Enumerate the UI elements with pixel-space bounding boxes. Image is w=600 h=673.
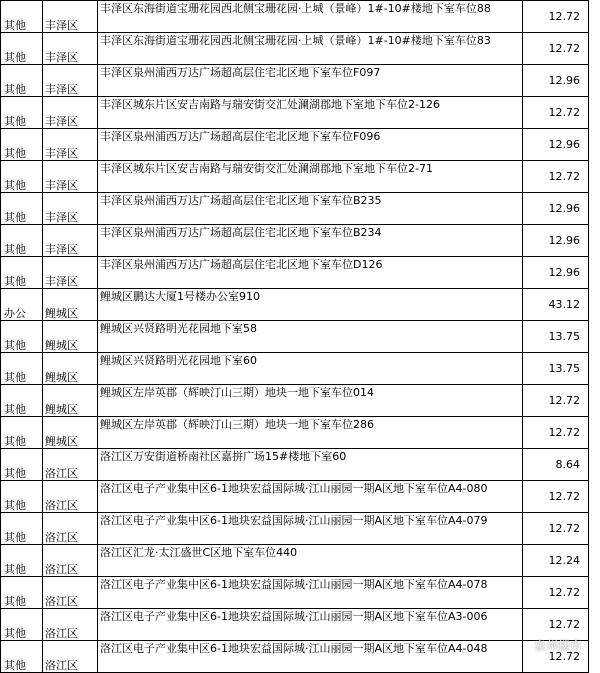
area-cell: 13.75 xyxy=(523,353,589,385)
property-type-cell: 其他 xyxy=(1,481,43,513)
district-cell: 鲤城区 xyxy=(43,385,98,417)
address-cell: 丰泽区泉州浦西万达广场超高层住宅北区地下室车位F096 xyxy=(98,129,523,161)
area-cell: 12.96 xyxy=(523,65,589,97)
property-type-cell: 其他 xyxy=(1,449,43,481)
property-type-cell: 其他 xyxy=(1,545,43,577)
district-cell: 鲤城区 xyxy=(43,321,98,353)
address-cell: 丰泽区泉州浦西万达广场超高层住宅北区地下室车位D126 xyxy=(98,257,523,289)
district-cell: 洛江区 xyxy=(43,577,98,609)
district-cell: 洛江区 xyxy=(43,641,98,673)
area-cell: 12.72 xyxy=(523,609,589,641)
table-row xyxy=(1,577,589,609)
area-cell: 12.72 xyxy=(523,513,589,545)
property-table-body xyxy=(1,1,589,673)
table-row xyxy=(1,513,589,545)
table-row xyxy=(1,385,589,417)
area-cell: 12.72 xyxy=(523,161,589,193)
address-cell: 洛江区万安街道桥南社区嘉拼广场15#楼地下室60 xyxy=(98,449,523,481)
district-cell: 洛江区 xyxy=(43,513,98,545)
address-cell: 丰泽区城东片区安吉南路与瑞安街交汇处澜湖郡地下室地下车位2-71 xyxy=(98,161,523,193)
watermark-text: 泉州楼市 xyxy=(533,639,582,653)
district-cell: 丰泽区 xyxy=(43,129,98,161)
table-row xyxy=(1,161,589,193)
property-type-cell: 其他 xyxy=(1,353,43,385)
district-cell: 丰泽区 xyxy=(43,257,98,289)
address-cell: 鲤城区兴贤路明光花园地下室60 xyxy=(98,353,523,385)
property-type-cell: 办公 xyxy=(1,289,43,321)
address-cell: 丰泽区泉州浦西万达广场超高层住宅北区地下室车位B234 xyxy=(98,225,523,257)
table-row xyxy=(1,321,589,353)
property-type-cell: 其他 xyxy=(1,417,43,449)
district-cell: 鲤城区 xyxy=(43,289,98,321)
property-type-cell: 其他 xyxy=(1,513,43,545)
district-cell: 洛江区 xyxy=(43,449,98,481)
property-type-cell: 其他 xyxy=(1,161,43,193)
property-type-cell: 其他 xyxy=(1,33,43,65)
district-cell: 鲤城区 xyxy=(43,417,98,449)
area-cell: 12.72 xyxy=(523,481,589,513)
district-cell: 丰泽区 xyxy=(43,161,98,193)
table-row xyxy=(1,97,589,129)
address-cell: 洛江区电子产业集中区6-1地块宏益国际城·江山丽园一期A区地下室车位A4-080 xyxy=(98,481,523,513)
address-cell: 鲤城区兴贤路明光花园地下室58 xyxy=(98,321,523,353)
address-cell: 洛江区电子产业集中区6-1地块宏益国际城·江山丽园一期A区地下室车位A4-079 xyxy=(98,513,523,545)
area-cell: 12.72 xyxy=(523,97,589,129)
district-cell: 洛江区 xyxy=(43,609,98,641)
table-row xyxy=(1,225,589,257)
table-row xyxy=(1,417,589,449)
district-cell: 洛江区 xyxy=(43,481,98,513)
table-row xyxy=(1,193,589,225)
property-type-cell: 其他 xyxy=(1,193,43,225)
table-row xyxy=(1,641,589,673)
property-type-cell: 其他 xyxy=(1,577,43,609)
table-row xyxy=(1,545,589,577)
district-cell: 丰泽区 xyxy=(43,33,98,65)
area-cell: 12.72 xyxy=(523,577,589,609)
area-cell: 13.75 xyxy=(523,321,589,353)
district-cell: 丰泽区 xyxy=(43,97,98,129)
area-cell: 12.72 xyxy=(523,385,589,417)
area-cell: 12.72 xyxy=(523,33,589,65)
address-cell: 洛江区电子产业集中区6-1地块宏益国际城·江山丽园一期A区地下室车位A4-078 xyxy=(98,577,523,609)
table-row xyxy=(1,1,589,33)
property-type-cell: 其他 xyxy=(1,129,43,161)
area-cell: 43.12 xyxy=(523,289,589,321)
table-row xyxy=(1,609,589,641)
property-type-cell: 其他 xyxy=(1,1,43,33)
address-cell: 丰泽区泉州浦西万达广场超高层住宅北区地下室车位F097 xyxy=(98,65,523,97)
district-cell: 丰泽区 xyxy=(43,225,98,257)
district-cell: 丰泽区 xyxy=(43,65,98,97)
area-cell: 12.72 xyxy=(523,641,589,673)
property-type-cell: 其他 xyxy=(1,257,43,289)
area-cell: 12.72 xyxy=(523,417,589,449)
property-type-cell: 其他 xyxy=(1,65,43,97)
area-cell: 12.96 xyxy=(523,225,589,257)
district-cell: 洛江区 xyxy=(43,545,98,577)
address-cell: 洛江区电子产业集中区6-1地块宏益国际城·江山丽园一期A区地下室车位A4-048 xyxy=(98,641,523,673)
table-row xyxy=(1,449,589,481)
address-cell: 丰泽区城东片区安吉南路与瑞安街交汇处澜湖郡地下室地下车位2-126 xyxy=(98,97,523,129)
area-cell: 8.64 xyxy=(523,449,589,481)
table-row xyxy=(1,65,589,97)
area-cell: 12.72 xyxy=(523,1,589,33)
table-row xyxy=(1,33,589,65)
property-type-cell: 其他 xyxy=(1,609,43,641)
property-type-cell: 其他 xyxy=(1,225,43,257)
table-row xyxy=(1,481,589,513)
address-cell: 洛江区汇龙·太江盛世C区地下室车位440 xyxy=(98,545,523,577)
area-cell: 12.96 xyxy=(523,129,589,161)
address-cell: 鲤城区左岸英郡（辉映汀山三期）地块一地下室车位014 xyxy=(98,385,523,417)
district-cell: 鲤城区 xyxy=(43,353,98,385)
property-type-cell: 其他 xyxy=(1,321,43,353)
property-type-cell: 其他 xyxy=(1,641,43,673)
address-cell: 鲤城区鹏达大厦1号楼办公室910 xyxy=(98,289,523,321)
district-cell: 丰泽区 xyxy=(43,1,98,33)
area-cell: 12.24 xyxy=(523,545,589,577)
address-cell: 丰泽区泉州浦西万达广场超高层住宅北区地下室车位B235 xyxy=(98,193,523,225)
address-cell: 丰泽区东海街道宝珊花园西北侧宝珊花园·上城（景峰）1#-10#楼地下室车位83 xyxy=(98,33,523,65)
table-row xyxy=(1,353,589,385)
area-cell: 12.96 xyxy=(523,257,589,289)
address-cell: 丰泽区东海街道宝珊花园西北侧宝珊花园·上城（景峰）1#-10#楼地下室车位88 xyxy=(98,1,523,33)
address-cell: 鲤城区左岸英郡（辉映汀山三期）地块一地下室车位286 xyxy=(98,417,523,449)
table-row xyxy=(1,257,589,289)
address-cell: 洛江区电子产业集中区6-1地块宏益国际城·江山丽园一期A区地下室车位A3-006 xyxy=(98,609,523,641)
property-type-cell: 其他 xyxy=(1,97,43,129)
property-type-cell: 其他 xyxy=(1,385,43,417)
table-row xyxy=(1,129,589,161)
area-cell: 12.96 xyxy=(523,193,589,225)
district-cell: 丰泽区 xyxy=(43,193,98,225)
table-row xyxy=(1,289,589,321)
